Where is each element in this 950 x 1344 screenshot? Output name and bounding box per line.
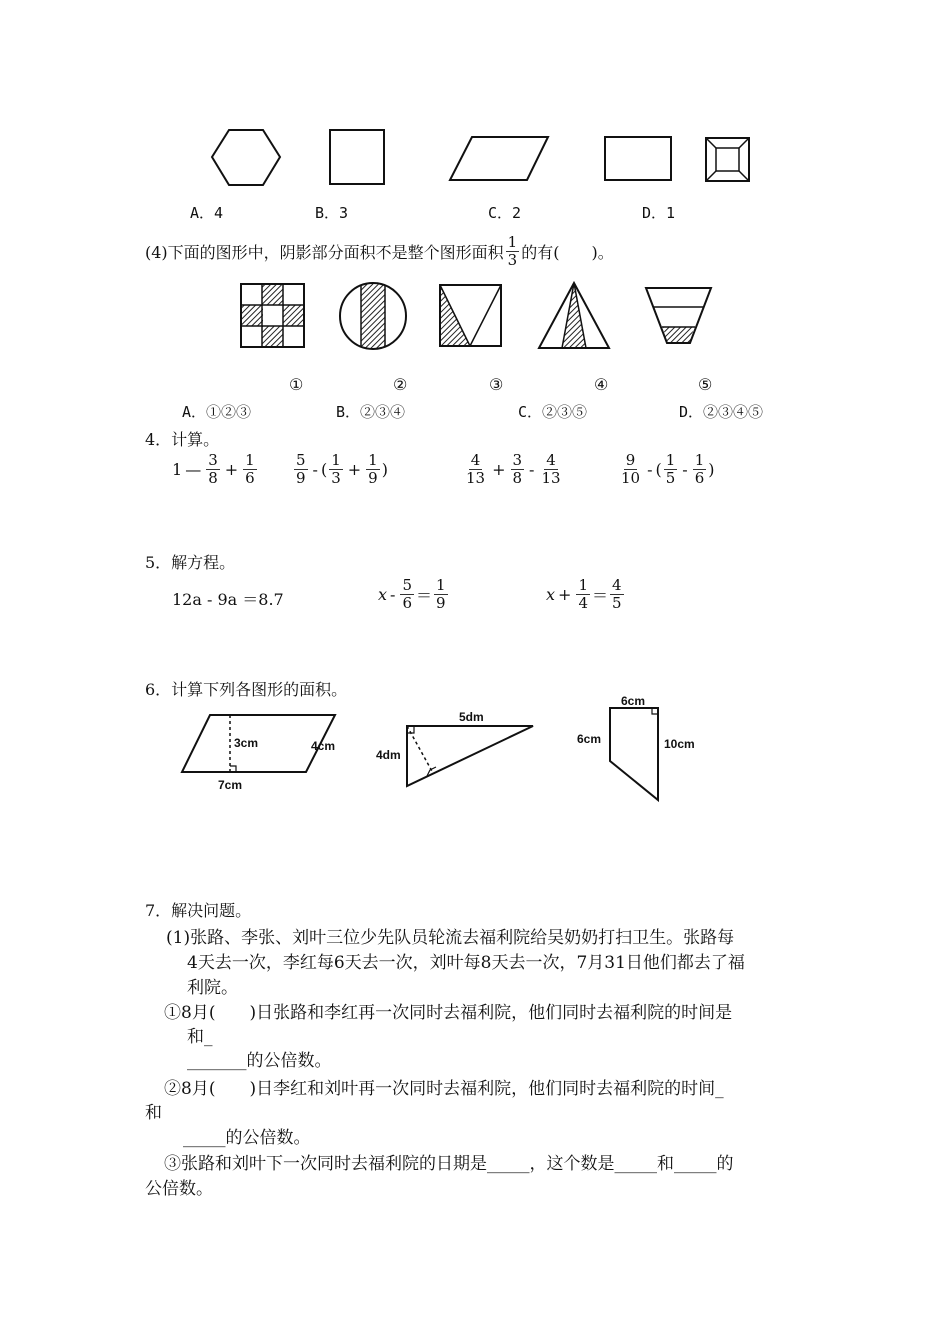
frac-denominator: 9 bbox=[368, 469, 378, 488]
frac-numerator: 9 bbox=[625, 451, 636, 469]
frac-denominator: 6 bbox=[694, 469, 705, 488]
fig1-height-label: 3cm bbox=[234, 736, 259, 750]
q3-4-option-c: C．②③⑤ bbox=[518, 403, 588, 421]
frac-denominator: 5 bbox=[612, 594, 622, 613]
figure-number-2: ② bbox=[393, 375, 408, 394]
operator: + bbox=[492, 460, 506, 480]
operator: - bbox=[682, 460, 688, 480]
frac-numerator: 4 bbox=[546, 451, 556, 469]
q3-4-question-post: 的有( )。 bbox=[521, 243, 614, 263]
fig1-base-label: 7cm bbox=[218, 778, 243, 792]
figure-number-4: ④ bbox=[594, 375, 609, 394]
q6-heading: 6．计算下列各图形的面积。 bbox=[145, 680, 348, 699]
q7-p1-line2: 4天去一次，李红每6天去一次，刘叶每8天去一次，7月31日他们都去了福 bbox=[187, 953, 745, 973]
fig1-side-label: 4cm bbox=[311, 739, 336, 753]
frac-denominator: 9 bbox=[296, 469, 306, 488]
q3-option-d: D．1 bbox=[642, 204, 676, 222]
frac-numerator: 3 bbox=[208, 451, 218, 469]
q7-s3-line2: 公倍数。 bbox=[145, 1179, 213, 1199]
operator: - bbox=[529, 460, 535, 480]
operator: + bbox=[558, 585, 572, 605]
q7-p1-line3: 利院。 bbox=[187, 978, 238, 998]
frac-numerator: 1 bbox=[694, 451, 705, 469]
q7-s1-line3: _______的公倍数。 bbox=[187, 1051, 332, 1071]
term: 1 bbox=[172, 460, 183, 480]
q7-p1-line1: (1)张路、李张、刘叶三位少先队员轮流去福利院给吴奶奶打扫卫生。张路每 bbox=[166, 928, 735, 948]
frac-numerator: 3 bbox=[512, 451, 523, 469]
q3-option-c: C．2 bbox=[488, 204, 522, 222]
operator: - bbox=[312, 460, 318, 480]
frac-numerator: 1 bbox=[436, 576, 446, 594]
fig3-right-label: 10cm bbox=[664, 737, 695, 751]
frac-denominator: 9 bbox=[436, 594, 446, 613]
frac-numerator: 1 bbox=[578, 576, 588, 594]
paren: ( bbox=[320, 460, 328, 480]
q3-4-option-b: B．②③④ bbox=[336, 403, 406, 421]
figure-number-1: ① bbox=[289, 375, 304, 394]
figure-number-3: ③ bbox=[489, 375, 504, 394]
frac-numerator: 1 bbox=[368, 451, 378, 469]
q7-heading: 7．解决问题。 bbox=[145, 901, 252, 920]
operator: - bbox=[647, 460, 653, 480]
frac-numerator: 4 bbox=[612, 576, 622, 594]
q5-heading: 5．解方程。 bbox=[145, 553, 236, 572]
equals-sign: ＝ bbox=[415, 586, 432, 606]
q7-s2-line1: ②8月( )日李红和刘叶再一次同时去福利院，他们同时去福利院的时间_ bbox=[164, 1079, 724, 1099]
q7-s1-line2: 和_ bbox=[187, 1027, 213, 1047]
frac-numerator: 1 bbox=[245, 451, 255, 469]
q3-4-option-d: D．②③④⑤ bbox=[679, 403, 764, 421]
q7-s2-line2: 和 bbox=[145, 1103, 162, 1123]
q3-option-b: B．3 bbox=[315, 204, 349, 222]
q7-s3-line1: ③张路和刘叶下一次同时去福利院的日期是_____，这个数是_____和_____的 bbox=[164, 1154, 734, 1174]
frac-denominator: 8 bbox=[208, 469, 218, 488]
operator: - bbox=[390, 585, 396, 605]
q3-option-a: A．4 bbox=[190, 204, 224, 222]
frac-numerator: 5 bbox=[402, 576, 412, 594]
fig2-left-label: 4dm bbox=[376, 748, 401, 762]
paren: ) bbox=[381, 460, 388, 480]
frac-denominator: 5 bbox=[665, 469, 676, 488]
figure-number-5: ⑤ bbox=[698, 375, 713, 394]
q7-s2-line3: _____的公倍数。 bbox=[183, 1128, 311, 1148]
paren: ) bbox=[708, 460, 715, 480]
frac-numerator: 5 bbox=[296, 451, 306, 469]
q3-4-question-pre: (4)下面的图形中，阴影部分面积不是整个图形面积 bbox=[145, 243, 504, 263]
frac-numerator: 4 bbox=[470, 451, 481, 469]
operator: — bbox=[185, 460, 202, 480]
operator: + bbox=[347, 460, 362, 480]
equation-text: 12a - 9a ＝8.7 bbox=[172, 590, 284, 609]
fig2-top-label: 5dm bbox=[459, 710, 484, 724]
frac-denominator: 3 bbox=[331, 469, 341, 488]
frac-denominator: 8 bbox=[512, 469, 523, 488]
frac-denominator: 4 bbox=[578, 594, 588, 613]
frac-denominator: 3 bbox=[507, 251, 518, 270]
q4-heading: 4．计算。 bbox=[145, 430, 220, 449]
equals-sign: ＝ bbox=[591, 586, 608, 606]
fig3-top-label: 6cm bbox=[621, 694, 646, 708]
variable: x bbox=[546, 585, 556, 605]
frac-denominator: 10 bbox=[621, 469, 641, 488]
fig3-left-label: 6cm bbox=[577, 732, 602, 746]
frac-denominator: 6 bbox=[402, 594, 412, 613]
variable: x bbox=[378, 585, 388, 605]
frac-numerator: 1 bbox=[507, 233, 518, 251]
q3-4-option-a: A．①②③ bbox=[182, 403, 252, 421]
operator: + bbox=[224, 460, 239, 480]
frac-numerator: 1 bbox=[665, 451, 676, 469]
frac-numerator: 1 bbox=[331, 451, 341, 469]
frac-denominator: 13 bbox=[466, 469, 486, 488]
frac-denominator: 13 bbox=[541, 469, 561, 488]
paren: ( bbox=[655, 460, 662, 480]
frac-denominator: 6 bbox=[245, 469, 255, 488]
q7-s1-line1: ①8月( )日张路和李红再一次同时去福利院，他们同时去福利院的时间是 bbox=[164, 1003, 733, 1023]
